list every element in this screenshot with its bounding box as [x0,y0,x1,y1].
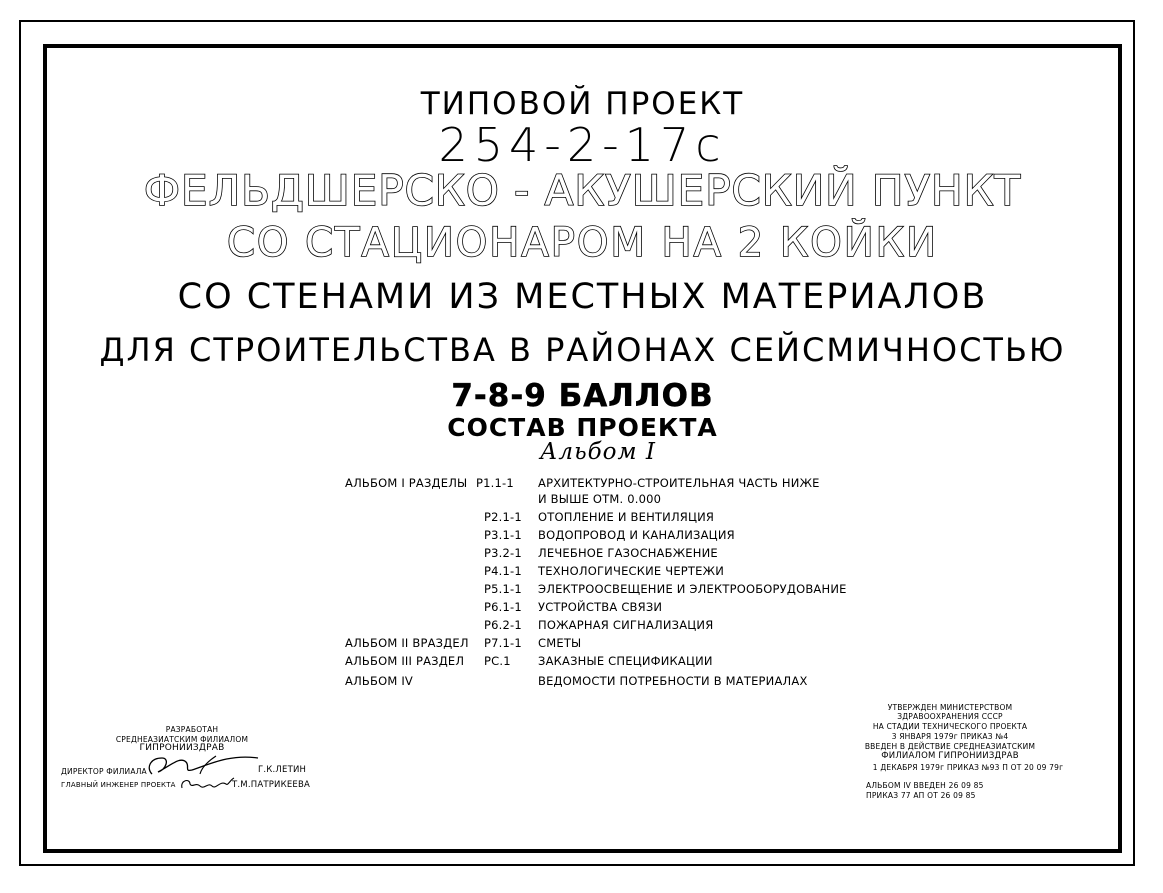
handwritten-album-note: Альбом I [540,439,656,465]
section-description: ВОДОПРОВОД И КАНАЛИЗАЦИЯ [538,528,735,542]
approval-line-6: ФИЛИАЛОМ ГИПРОНИИЗДРАВ [881,751,1019,761]
developer-org: СРЕДНЕАЗИАТСКИМ ФИЛИАЛОМ [115,735,249,744]
director-name: Г.К.ЛЕТИН [258,765,307,775]
chief-engineer-name: Т.М.ПАТРИКЕЕВА [232,780,311,790]
section-code: Р2.1-1 [484,510,522,524]
title-line-facility: ФЕЛЬДШЕРСКО - АКУШЕРСКИЙ ПУНКТ [143,166,1022,215]
title-line-points: 7-8-9 БАЛЛОВ [451,378,714,414]
section-description: ПОЖАРНАЯ СИГНАЛИЗАЦИЯ [538,618,714,632]
approval-line-9: ПРИКАЗ 77 АП ОТ 26 09 85 [866,791,976,800]
chief-engineer-title: ГЛАВНЫЙ ИНЖЕНЕР ПРОЕКТА [61,781,176,789]
section-code: Р6.1-1 [484,600,522,614]
approval-line-8: АЛЬБОМ IV ВВЕДЕН 26 09 85 [866,781,984,790]
section-code: РС.1 [484,654,511,668]
album-label: АЛЬБОМ III РАЗДЕЛ [345,654,465,668]
section-description: АРХИТЕКТУРНО-СТРОИТЕЛЬНАЯ ЧАСТЬ НИЖЕ [538,476,820,490]
approval-line-4: 3 ЯНВАРЯ 1979г ПРИКАЗ №4 [891,732,1009,741]
album-label: АЛЬБОМ IV [345,674,413,688]
section-description: ЭЛЕКТРООСВЕЩЕНИЕ И ЭЛЕКТРООБОРУДОВАНИЕ [538,582,847,596]
section-description: ВЕДОМОСТИ ПОТРЕБНОСТИ В МАТЕРИАЛАХ [538,674,808,688]
section-code: Р4.1-1 [484,564,522,578]
title-line-seismic: ДЛЯ СТРОИТЕЛЬСТВА В РАЙОНАХ СЕЙСМИЧНОСТЬЮ [99,331,1066,369]
section-code: Р3.2-1 [484,546,522,560]
section-description: СМЕТЫ [538,636,582,650]
album-label: АЛЬБОМ II ВРАЗДЕЛ [345,636,469,650]
contents-heading: СОСТАВ ПРОЕКТА [447,413,718,442]
approval-line-2: ЗДРАВООХРАНЕНИЯ СССР [897,712,1003,721]
section-description: И ВЫШЕ ОТМ. 0.000 [538,492,662,506]
section-code: Р7.1-1 [484,636,522,650]
approval-line-1: УТВЕРЖДЕН МИНИСТЕРСТВОМ [887,703,1013,712]
project-number: 254-2-17с [438,118,727,172]
approval-line-7: 1 ДЕКАБРЯ 1979г ПРИКАЗ №93 П ОТ 20 09 79г [872,763,1064,772]
section-description: УСТРОЙСТВА СВЯЗИ [538,600,663,614]
title-line-beds: СО СТАЦИОНАРОМ НА 2 КОЙКИ [226,220,939,266]
section-description: ТЕХНОЛОГИЧЕСКИЕ ЧЕРТЕЖИ [538,564,725,578]
section-description: ОТОПЛЕНИЕ И ВЕНТИЛЯЦИЯ [538,510,715,524]
section-description: ЛЕЧЕБНОЕ ГАЗОСНАБЖЕНИЕ [538,546,718,560]
section-code: Р1.1-1 [476,476,514,490]
developer-label: РАЗРАБОТАН [165,725,219,734]
chief-engineer-signature [178,776,236,794]
developer-institute: ГИПРОНИИЗДРАВ [139,743,225,753]
title-line-walls: СО СТЕНАМИ ИЗ МЕСТНЫХ МАТЕРИАЛОВ [177,277,988,317]
section-code: Р6.2-1 [484,618,522,632]
section-code: Р3.1-1 [484,528,522,542]
section-code: Р5.1-1 [484,582,522,596]
director-signature [140,752,260,778]
section-description: ЗАКАЗНЫЕ СПЕЦИФИКАЦИИ [538,654,713,668]
project-type-heading: ТИПОВОЙ ПРОЕКТ [420,86,745,122]
album-label: АЛЬБОМ I РАЗДЕЛЫ [345,476,468,490]
director-title: ДИРЕКТОР ФИЛИАЛА [61,767,147,776]
approval-line-5: ВВЕДЕН В ДЕЙСТВИЕ СРЕДНЕАЗИАТСКИМ [864,742,1036,751]
approval-line-3: НА СТАДИИ ТЕХНИЧЕСКОГО ПРОЕКТА [872,722,1028,731]
